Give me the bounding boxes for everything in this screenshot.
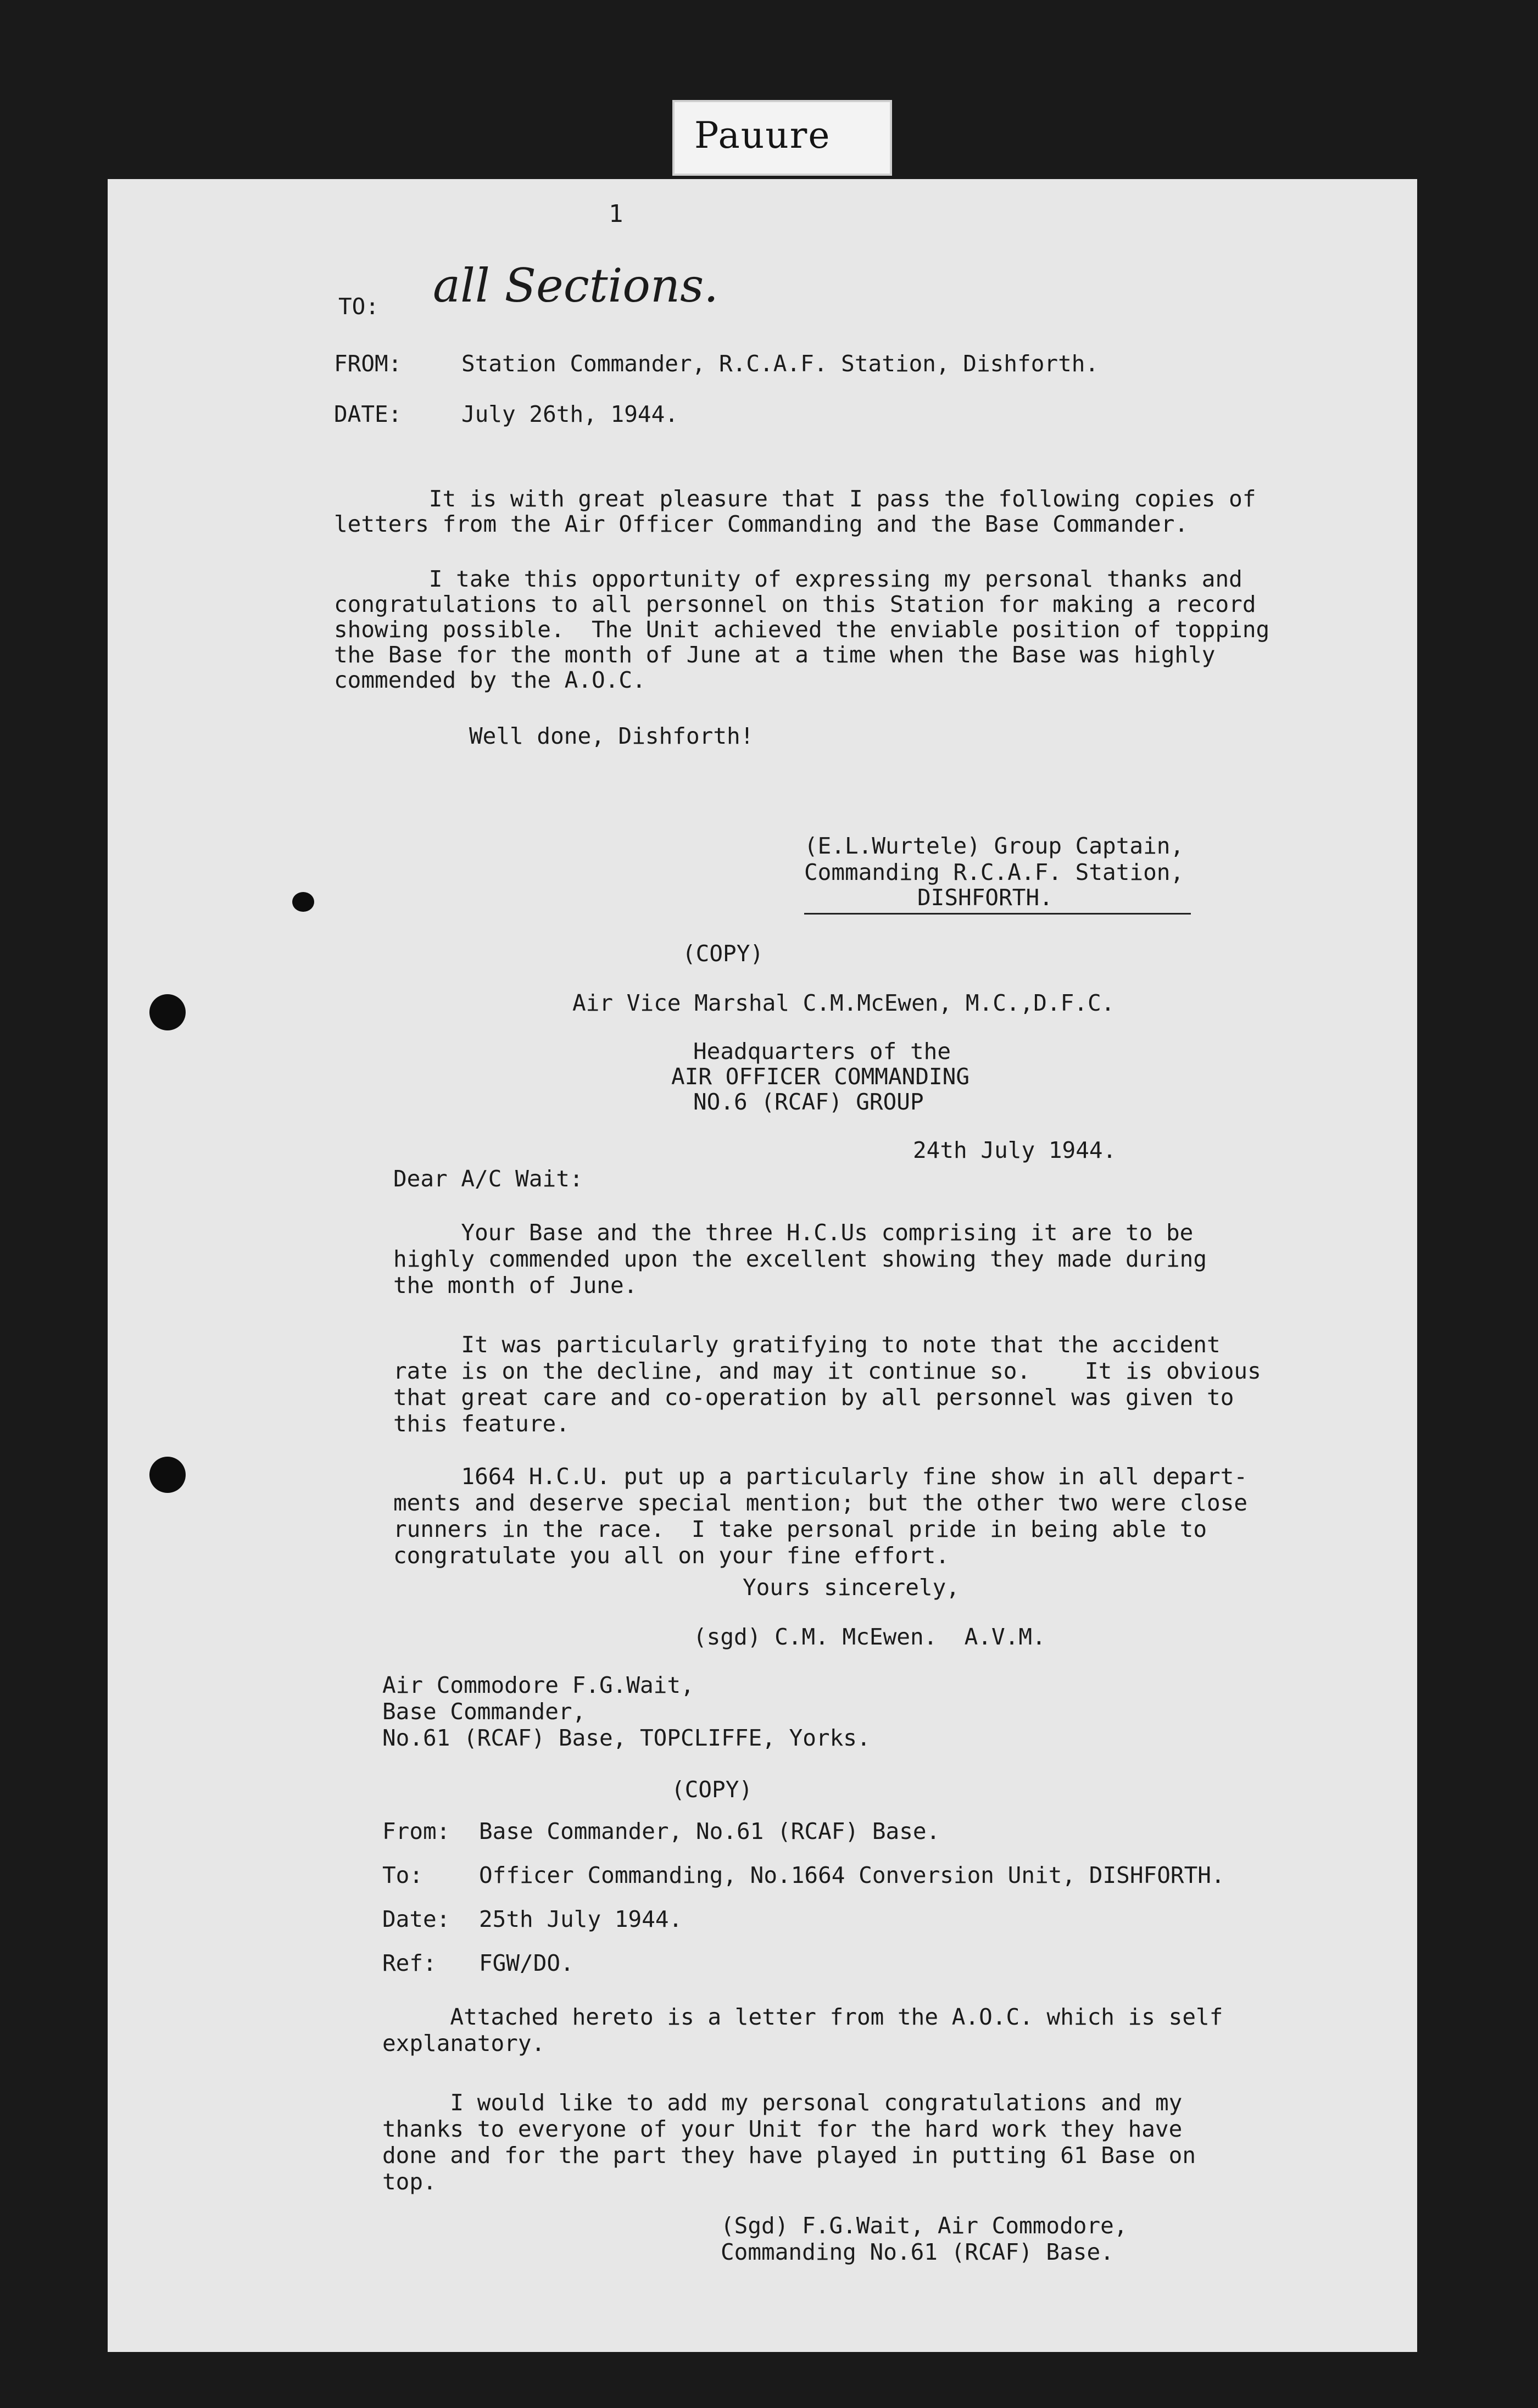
text-line: ments and deserve special mention; but the other two were close (393, 1490, 1248, 1516)
text-line: Headquarters of the (693, 1038, 951, 1064)
document-page (108, 179, 1417, 2352)
memo-date-value: July 26th, 1944. (461, 401, 678, 427)
letter1-salutation: Dear A/C Wait: (393, 1166, 583, 1192)
text-line: the Base for the month of June at a time when the Base was highly (334, 642, 1216, 668)
text-line: AIR OFFICER COMMANDING (671, 1063, 970, 1090)
text-line: It was particularly gratifying to note that the accident (393, 1331, 1221, 1358)
text-line: the month of June. (393, 1272, 638, 1298)
text-line: rate is on the decline, and may it continue so. It is obvious (393, 1358, 1261, 1384)
text-line: It is with great pleasure that I pass the following copies of (334, 486, 1256, 512)
copy-label-2: (COPY) (671, 1776, 753, 1803)
signature-rule (804, 913, 1191, 915)
memo-closing: Well done, Dishforth! (469, 723, 754, 749)
letter2-from-label: From: (382, 1818, 450, 1844)
text-line: thanks to everyone of your Unit for the hard work they have (382, 2116, 1183, 2142)
letter2-ref-value: FGW/DO. (479, 1950, 574, 1976)
text-line: Attached hereto is a letter from the A.O.C. which is self (382, 2004, 1223, 2030)
text-line: NO.6 (RCAF) GROUP (693, 1089, 924, 1115)
text-line: DISHFORTH. (917, 884, 1053, 911)
letter1-sender: Air Vice Marshal C.M.McEwen, M.C.,D.F.C. (572, 990, 1115, 1016)
text-line: commended by the A.O.C. (334, 667, 646, 693)
letter2-from-value: Base Commander, No.61 (RCAF) Base. (479, 1818, 940, 1844)
tab-handwriting: Pauure (694, 114, 831, 157)
text-line: (Sgd) F.G.Wait, Air Commodore, (721, 2212, 1128, 2239)
punch-hole-bottom (149, 1457, 186, 1493)
text-line: congratulate you all on your fine effort. (393, 1542, 950, 1569)
text-line: Commanding R.C.A.F. Station, (804, 859, 1184, 885)
text-line: Base Commander, (382, 1698, 586, 1725)
text-line: 1664 H.C.U. put up a particularly fine show in all depart- (393, 1463, 1248, 1490)
letter1-date: 24th July 1944. (913, 1137, 1117, 1163)
page-mark: 1 (609, 200, 623, 228)
punch-hole-top (149, 994, 186, 1030)
memo-from-label: FROM: (334, 350, 402, 377)
text-line: this feature. (393, 1411, 570, 1437)
text-line: Air Commodore F.G.Wait, (382, 1672, 694, 1698)
text-line: congratulations to all personnel on this Station for making a record (334, 591, 1256, 617)
text-line: Your Base and the three H.C.Us comprising it are to be (393, 1219, 1194, 1246)
ink-spot (292, 892, 314, 912)
letter2-to-label: To: (382, 1862, 423, 1888)
text-line: top. (382, 2169, 437, 2195)
text-line: No.61 (RCAF) Base, TOPCLIFFE, Yorks. (382, 1725, 871, 1751)
letter1-signed: (sgd) C.M. McEwen. A.V.M. (693, 1624, 1046, 1650)
letter2-to-value: Officer Commanding, No.1664 Conversion Unit, DISHFORTH. (479, 1862, 1225, 1888)
text-line: runners in the race. I take personal pride in being able to (393, 1516, 1207, 1542)
memo-to-handwritten: all Sections. (433, 259, 718, 313)
text-line: showing possible. The Unit achieved the enviable position of topping (334, 616, 1270, 643)
memo-date-label: DATE: (334, 401, 402, 427)
letter1-yours: Yours sincerely, (743, 1574, 960, 1601)
text-line: I would like to add my personal congratulations and my (382, 2089, 1183, 2116)
letter2-date-value: 25th July 1944. (479, 1906, 683, 1932)
text-line: letters from the Air Officer Commanding and the Base Commander. (334, 511, 1189, 537)
text-line: Commanding No.61 (RCAF) Base. (721, 2239, 1114, 2265)
text-line: highly commended upon the excellent showing they made during (393, 1246, 1207, 1272)
text-line: (E.L.Wurtele) Group Captain, (804, 833, 1184, 859)
text-line: that great care and co-operation by all personnel was given to (393, 1384, 1234, 1411)
memo-to-label: TO: (338, 293, 380, 320)
copy-label-1: (COPY) (682, 940, 764, 967)
text-line: I take this opportunity of expressing my personal thanks and (334, 566, 1242, 592)
archive-tab-label (672, 100, 892, 176)
letter2-date-label: Date: (382, 1906, 450, 1932)
memo-from-value: Station Commander, R.C.A.F. Station, Dishforth. (461, 350, 1099, 377)
letter2-ref-label: Ref: (382, 1950, 437, 1976)
text-line: done and for the part they have played in putting 61 Base on (382, 2142, 1196, 2169)
text-line: explanatory. (382, 2030, 545, 2056)
